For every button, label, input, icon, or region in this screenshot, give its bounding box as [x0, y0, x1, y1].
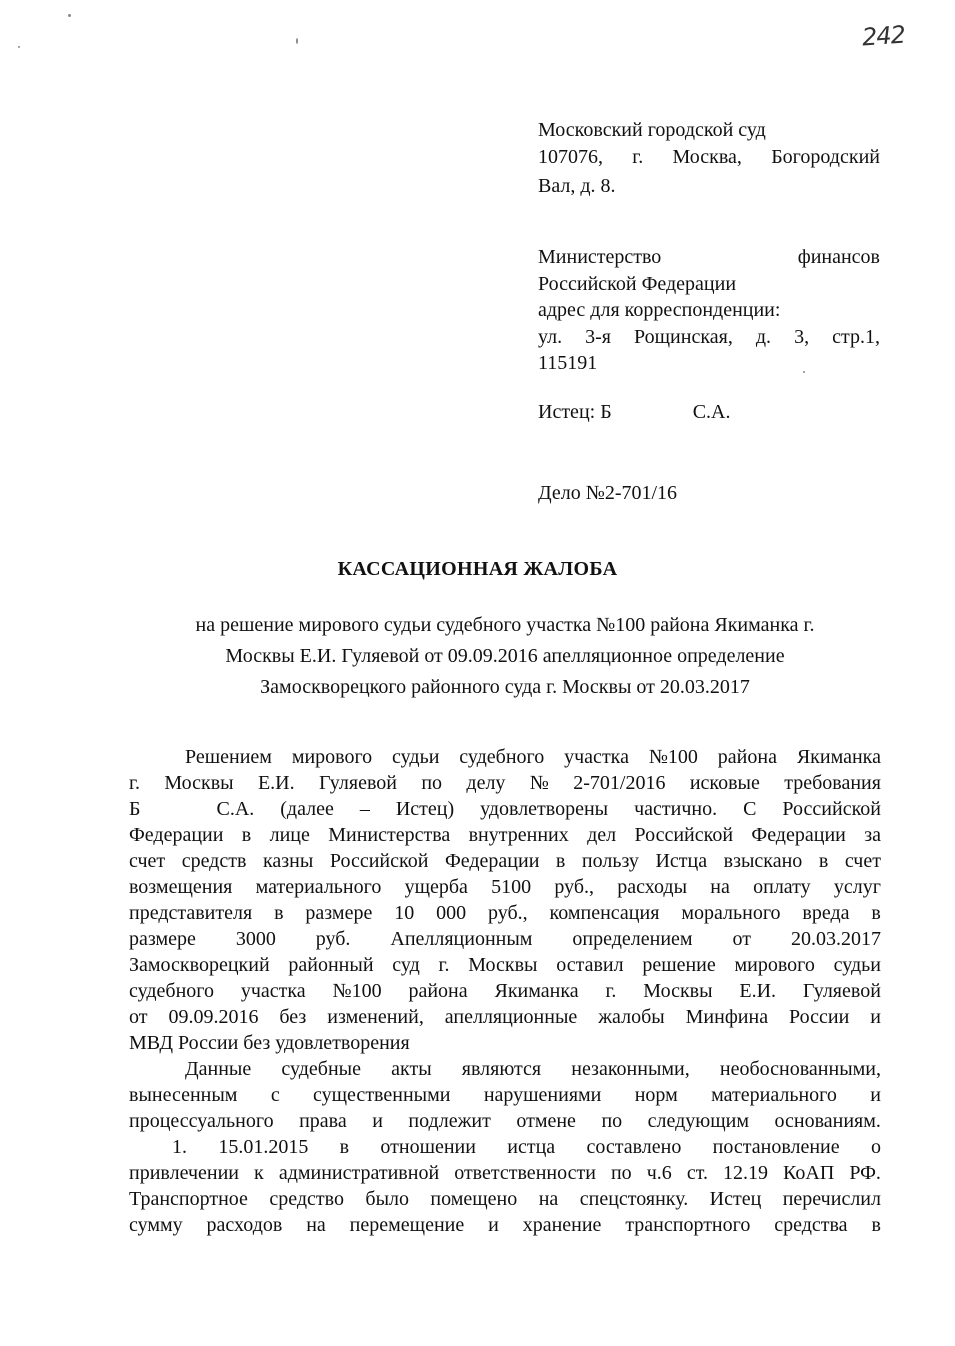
plaintiff-label: Истец: Б [538, 401, 612, 423]
word: акты [391, 1058, 432, 1080]
word: от [732, 928, 751, 950]
word: Российской [782, 798, 881, 820]
word: материального [711, 1084, 837, 1106]
word: возмещения [129, 876, 233, 898]
word: расходы [617, 876, 688, 898]
word: Якиманка [494, 980, 579, 1002]
word: жалобы [598, 1006, 665, 1028]
word: процессуального [129, 1110, 274, 1132]
word: Якиманка [796, 746, 881, 768]
word: представителя [129, 902, 253, 924]
word: оставил [556, 954, 624, 976]
word: в [274, 902, 284, 924]
word: руб., [554, 876, 595, 898]
word: средство [269, 1188, 344, 1210]
ministry-correspondence-label: адрес для корреспонденции: [538, 299, 781, 321]
word: с [270, 1084, 280, 1106]
word: судебные [281, 1058, 361, 1080]
word: в [339, 1136, 350, 1158]
word: исковые [689, 772, 760, 794]
word: г. [129, 772, 140, 794]
word: С [743, 798, 757, 820]
handwritten-page-number: 242 [861, 20, 906, 52]
word: частично. [634, 798, 718, 820]
word: привлечении [129, 1162, 239, 1184]
body-line [129, 874, 881, 900]
word: незаконными, [571, 1058, 690, 1080]
word: 3000 [235, 928, 276, 950]
word: о [870, 1136, 881, 1158]
body-line [129, 1004, 881, 1030]
word: права [299, 1110, 347, 1132]
word: определением [572, 928, 693, 950]
word: ответственности [454, 1162, 596, 1184]
word: Федерации [444, 850, 540, 872]
court-address-line-1: 107076, г. Москва, Богородский [538, 146, 880, 168]
body-line [129, 796, 881, 822]
body-line [129, 848, 881, 874]
word: 09.09.2016 [168, 1006, 259, 1028]
word: отношении [380, 1136, 476, 1158]
word: Е.И. [739, 980, 777, 1002]
word: истца [507, 1136, 556, 1158]
word: участка [240, 980, 306, 1002]
word: 5100 [491, 876, 532, 898]
body-line [129, 1056, 881, 1082]
body-line [129, 1160, 881, 1186]
word: Российской [329, 850, 429, 872]
word: от [129, 1006, 148, 1028]
word: руб., [488, 902, 528, 924]
word: апелляционные [444, 1006, 578, 1028]
scan-speck [18, 46, 20, 48]
word: казны [262, 850, 314, 872]
body-line [129, 822, 881, 848]
word: судебного [129, 980, 214, 1002]
ministry-name-line-1: Министерство финансов [538, 246, 880, 268]
redacted-gap [140, 796, 216, 822]
word: 10 [394, 902, 415, 924]
word: суд [392, 954, 420, 976]
subtitle-line-2: Москвы Е.И. Гуляевой от 09.09.2016 апелляционное определение [225, 645, 785, 667]
word: вреда [802, 902, 850, 924]
word: 15.01.2015 [218, 1136, 309, 1158]
word: пользу [581, 850, 639, 872]
word: 12.19 [723, 1162, 768, 1184]
word: помещено [430, 1188, 518, 1210]
word: по [421, 772, 443, 794]
word: морального [681, 902, 781, 924]
word: нарушениями [483, 1084, 602, 1106]
word: ст. [686, 1162, 708, 1184]
word: Истец [709, 1188, 762, 1210]
word: в [871, 1214, 881, 1236]
word: г. [605, 980, 617, 1002]
word: требования [784, 772, 881, 794]
word: в [241, 824, 252, 846]
word: являются [461, 1058, 542, 1080]
plaintiff-line [538, 399, 730, 426]
word: взыскано [723, 850, 803, 872]
case-number: Дело №2-701/16 [538, 482, 678, 504]
word: Москвы [164, 772, 234, 794]
word: 2-701/2016 [573, 772, 666, 794]
word: составлено [586, 1136, 682, 1158]
word: Федерации [129, 824, 224, 846]
plaintiff-initials: С.А. [692, 401, 731, 423]
word: Москвы [643, 980, 713, 1002]
word: №100 [332, 980, 382, 1002]
word: России [789, 1006, 850, 1028]
body-line [129, 952, 881, 978]
document-title: КАССАЦИОННАЯ ЖАЛОБА [337, 558, 618, 580]
word: отмене [516, 1110, 576, 1132]
word: Апелляционным [390, 928, 533, 950]
word: делу [466, 772, 506, 794]
ministry-address-block [538, 244, 880, 377]
word: Минфина [685, 1006, 769, 1028]
word: вынесенным [129, 1084, 238, 1106]
word: за [864, 824, 881, 846]
word: (далее [280, 798, 334, 820]
word: мирового [734, 954, 815, 976]
word: удовлетворены [480, 798, 609, 820]
word: дел [587, 824, 617, 846]
word: судьи [833, 954, 881, 976]
word: средства [774, 1214, 848, 1236]
ministry-street: ул. 3-я Рощинская, д. 3, стр.1, [538, 325, 880, 348]
body-line-segment [216, 796, 881, 822]
word: Гуляевой [802, 980, 881, 1002]
word: счет [129, 850, 166, 872]
word: г. [438, 954, 450, 976]
word: изменений, [327, 1006, 424, 1028]
ministry-name-line-2: Российской Федерации [538, 272, 737, 295]
word: без [279, 1006, 307, 1028]
body-line [129, 978, 881, 1004]
word: в [871, 902, 881, 924]
word: размере [129, 928, 196, 950]
word: Замоскворецкий [129, 954, 270, 976]
word: было [365, 1188, 409, 1210]
word: постановление [712, 1136, 840, 1158]
word: материального [255, 876, 382, 898]
word: и [870, 1006, 881, 1028]
word: судебного [459, 746, 545, 768]
word: Транспортное [129, 1188, 248, 1210]
word: транспортного [625, 1214, 751, 1236]
word: Е.И. [257, 772, 295, 794]
word: 000 [436, 902, 467, 924]
word: – [359, 798, 370, 820]
word: руб. [315, 928, 351, 950]
body-line [129, 1134, 881, 1160]
word: Истец) [395, 798, 455, 820]
court-address-block [538, 117, 880, 200]
word: и [870, 1084, 881, 1106]
word: расходов [206, 1214, 283, 1236]
court-address-line-2: Вал, д. 8. [538, 175, 616, 197]
word: оплату [753, 876, 811, 898]
word: в [818, 850, 829, 872]
body-line [129, 1082, 881, 1108]
word: района [408, 980, 468, 1002]
word: и [488, 1214, 499, 1236]
subtitle-line-1: на решение мирового судьи судебного участка №100 района Якиманка г. [195, 614, 815, 636]
word: норм [634, 1084, 678, 1106]
word: по [601, 1110, 623, 1132]
body-line [129, 900, 881, 926]
word: лице [269, 824, 310, 846]
word: Истца [655, 850, 708, 872]
word: 1. [172, 1136, 187, 1158]
word: необоснованными, [719, 1058, 881, 1080]
body-line [129, 770, 881, 796]
word: счет [844, 850, 881, 872]
word: на [306, 1214, 326, 1236]
word: Решением [185, 746, 272, 768]
court-name: Московский городской суд [538, 119, 766, 141]
word: сумму [129, 1214, 183, 1236]
word: спецстоянку. [579, 1188, 689, 1210]
body-line [129, 1108, 881, 1134]
body-line [129, 744, 881, 770]
word: Российской [634, 824, 734, 846]
body-line [129, 926, 881, 952]
word: Гуляевой [318, 772, 397, 794]
word: перемещение [349, 1214, 465, 1236]
word: перечислил [782, 1188, 881, 1210]
word: на [538, 1188, 559, 1210]
body-line [129, 1186, 881, 1212]
document-body [129, 744, 881, 1238]
word: КоАП [783, 1162, 835, 1184]
word: С.А. [216, 798, 255, 820]
word: мирового [291, 746, 373, 768]
plaintiff-surname-fragment: Б [129, 798, 141, 820]
word: административной [278, 1162, 440, 1184]
word: и [372, 1110, 383, 1132]
word: услуг [833, 876, 881, 898]
word: Москвы [468, 954, 538, 976]
word: Данные [185, 1058, 252, 1080]
word: хранение [522, 1214, 602, 1236]
word: существенными [313, 1084, 451, 1106]
document-subtitle [130, 610, 880, 703]
word: Федерации [751, 824, 846, 846]
word: средств [181, 850, 247, 872]
word: следующим [647, 1110, 749, 1132]
word: на [710, 876, 730, 898]
ministry-postcode: 115191 [538, 352, 598, 374]
scan-speck [68, 14, 71, 17]
word: решение [642, 954, 716, 976]
word: РФ. [849, 1162, 881, 1184]
word: основаниям. [774, 1110, 881, 1132]
word: №100 [648, 746, 698, 768]
body-line [129, 1212, 881, 1238]
word: внутренних [468, 824, 569, 846]
word: ч.6 [646, 1162, 672, 1184]
body-line: МВД России без удовлетворения [129, 1032, 410, 1054]
word: района [717, 746, 777, 768]
word: районный [288, 954, 374, 976]
word: компенсация [549, 902, 660, 924]
word: подлежит [408, 1110, 491, 1132]
word: в [555, 850, 566, 872]
word: ущерба [404, 876, 468, 898]
subtitle-line-3: Замоскворецкого районного суда г. Москвы от 20.03.2017 [260, 676, 750, 698]
word: Министерства [328, 824, 451, 846]
word: № [529, 772, 549, 794]
scan-speck [296, 38, 298, 44]
word: размере [305, 902, 373, 924]
word: к [254, 1162, 264, 1184]
word: участка [564, 746, 629, 768]
word: по [610, 1162, 632, 1184]
word: 20.03.2017 [790, 928, 881, 950]
word: судьи [392, 746, 440, 768]
